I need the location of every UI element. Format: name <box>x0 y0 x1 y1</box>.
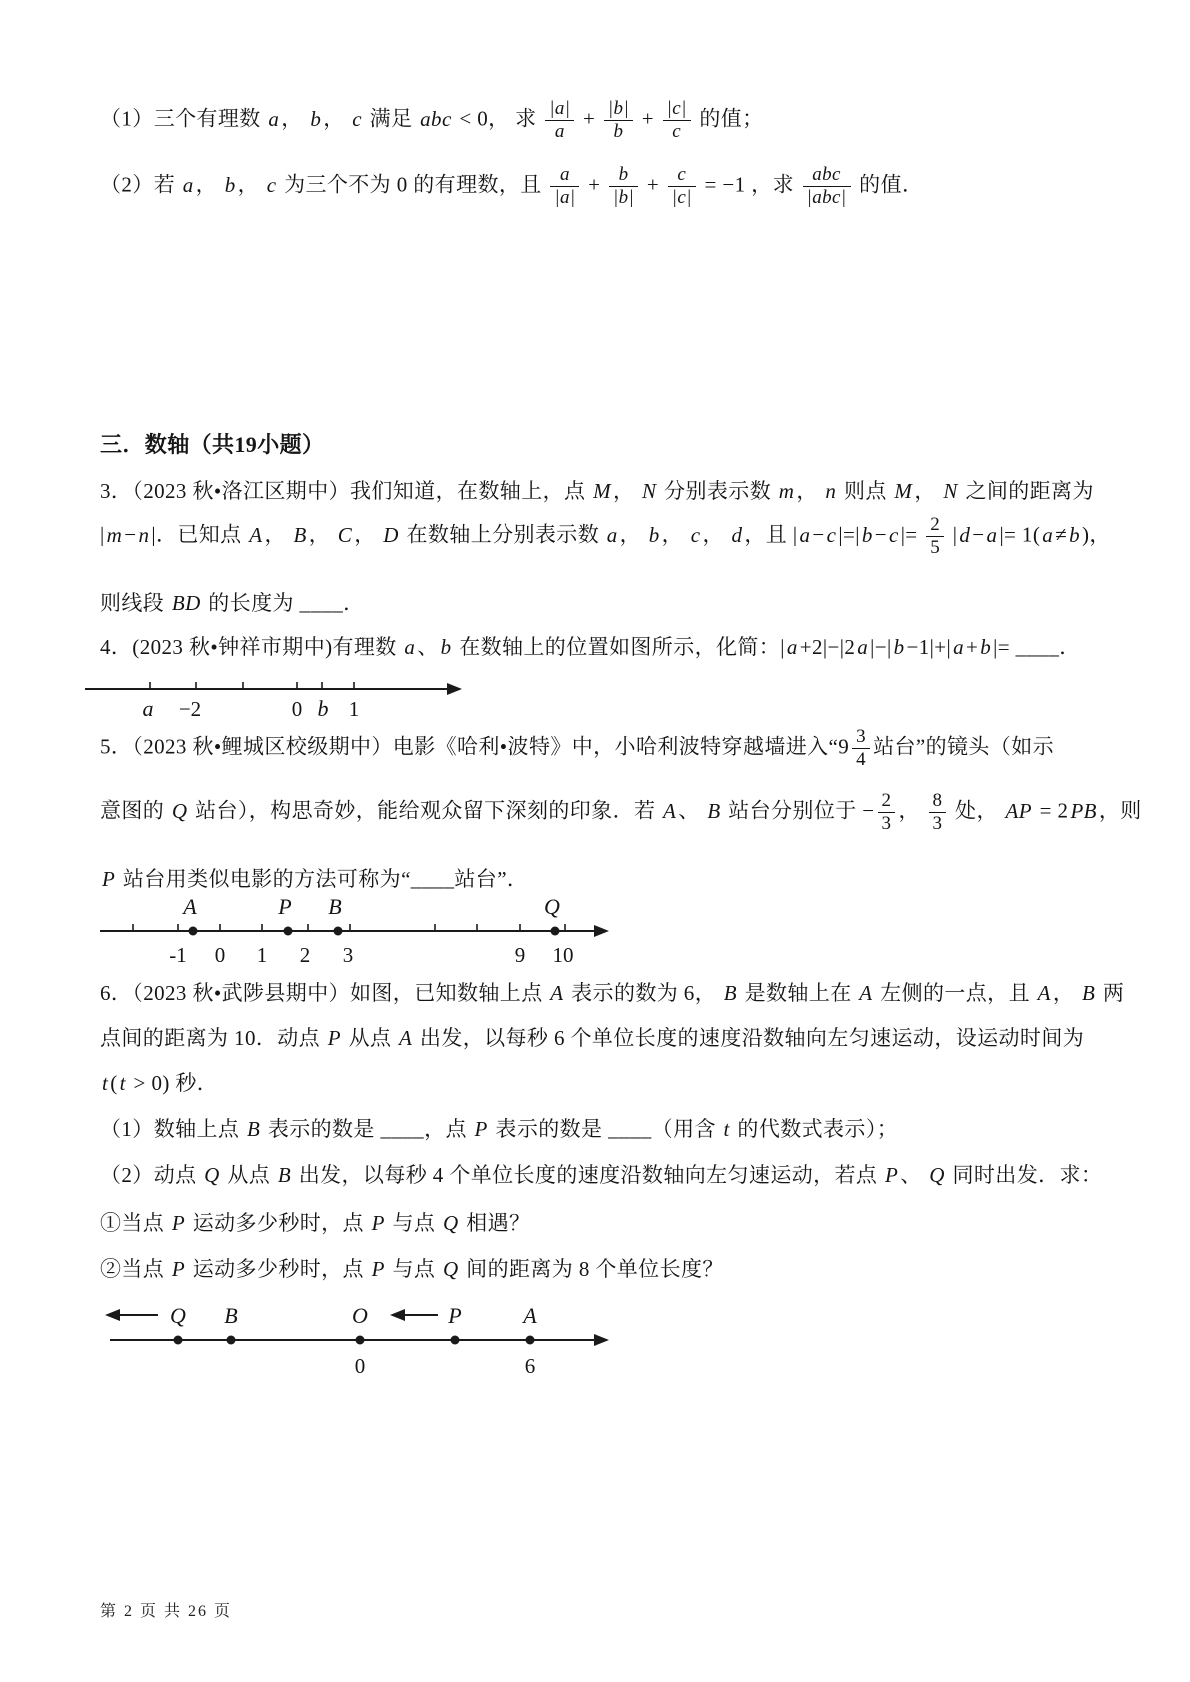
text-run: 同时出发．求： <box>946 1163 1103 1187</box>
math-variable: P <box>102 867 116 891</box>
text-run: + <box>577 106 601 131</box>
text-run: ①当点 <box>100 1211 170 1235</box>
text-run: + <box>582 172 607 197</box>
fraction-denominator: 3 <box>932 813 943 835</box>
text-run: 、 <box>678 798 706 823</box>
text-run: 站台），构思奇妙，能给观众留下深刻的印象．若 <box>189 798 662 823</box>
text-run: 满足 <box>364 106 419 131</box>
point-label: P <box>448 1303 462 1328</box>
math-variable: t <box>119 1071 126 1095</box>
text-run: − <box>874 522 887 547</box>
math-variable: Q <box>442 1257 459 1281</box>
p5-line1 <box>100 726 1054 772</box>
text-run: ， <box>354 522 382 547</box>
tick-label: 0 <box>291 697 303 721</box>
tick-label: 10 <box>552 943 574 967</box>
point-label: Q <box>170 1303 186 1328</box>
text-run: +2|−|2 <box>799 635 856 659</box>
text-run: 的长度为 ____． <box>202 591 365 615</box>
figure-4 <box>80 656 600 728</box>
fraction <box>668 164 696 210</box>
math-variable: D <box>383 522 399 547</box>
math-variable: M <box>894 479 913 503</box>
p6-line3 <box>100 1066 218 1100</box>
math-variable: d <box>959 522 971 547</box>
fraction-numerator: c <box>668 164 696 187</box>
text-run: > 0) 秒． <box>127 1071 219 1095</box>
text-run: ， <box>914 479 942 503</box>
math-variable: Q <box>442 1211 459 1235</box>
math-variable: a <box>953 635 965 659</box>
math-variable: a <box>857 635 869 659</box>
text-run: 两 <box>1097 981 1125 1005</box>
text-run: 在数轴上的位置如图所示，化简：| <box>453 635 785 659</box>
math-variable: B <box>277 1163 292 1187</box>
math-variable: P <box>327 1026 341 1050</box>
text-run: 意图的 <box>100 798 170 823</box>
text-run: ， <box>619 522 647 547</box>
text-run: 与点 <box>386 1257 441 1281</box>
point-dot <box>284 927 293 936</box>
p6-line1 <box>100 976 1124 1010</box>
text-run: 、 <box>900 1163 928 1187</box>
p6-q1 <box>100 1112 898 1146</box>
text-run: （2）若 <box>100 172 181 197</box>
fraction <box>852 726 870 772</box>
text-run: 则线段 <box>100 591 170 615</box>
text-run: 、 <box>417 635 439 659</box>
tick-label: 0 <box>354 1354 366 1378</box>
point-dot <box>356 1336 365 1345</box>
text-run: ， <box>1052 981 1080 1005</box>
fraction-numerator: |b| <box>604 98 633 121</box>
point-dot <box>451 1336 460 1345</box>
text-run: ， <box>612 479 641 503</box>
fraction-denominator: 3 <box>881 813 892 835</box>
math-variable: P <box>171 1257 186 1281</box>
math-variable: B <box>246 1117 261 1141</box>
fraction-denominator: b <box>613 121 624 143</box>
math-variable: a <box>268 106 280 131</box>
point-dot <box>334 927 343 936</box>
text-run: − <box>972 522 985 547</box>
fraction-denominator: 5 <box>930 537 941 559</box>
text-run: 出发，以每秒 6 个单位长度的速度沿数轴向左匀速运动，设运动时间为 <box>414 1026 1085 1050</box>
section-heading <box>100 428 324 462</box>
math-variable: n <box>825 479 837 503</box>
text-run: ， <box>898 798 926 823</box>
math-variable: a <box>404 635 416 659</box>
fraction-denominator: |abc| <box>806 187 847 209</box>
text-run: 表示的数是 ____（用含 <box>489 1117 722 1141</box>
text-run: ≠ <box>1055 522 1068 547</box>
text-run: |=| <box>838 522 860 547</box>
math-variable: A <box>550 981 564 1005</box>
text-run: 从点 <box>221 1163 276 1187</box>
math-variable: b <box>1069 522 1080 547</box>
text-run: 3．（2023 秋•洛江区期中）我们知道，在数轴上，点 <box>100 479 592 503</box>
text-run: 与点 <box>386 1211 441 1235</box>
fraction-denominator: |b| <box>613 187 635 209</box>
math-variable: B <box>1081 981 1096 1005</box>
math-variable: a <box>606 522 618 547</box>
text-run: （1）数轴上点 <box>100 1117 245 1141</box>
text-run: 站台分别位于 − <box>722 798 875 823</box>
fraction-denominator: |c| <box>671 187 692 209</box>
math-variable: C <box>337 522 353 547</box>
text-run: |−| <box>870 635 892 659</box>
text-run: ，则 <box>1098 798 1142 823</box>
math-variable: P <box>474 1117 488 1141</box>
tick-label: −2 <box>178 697 202 721</box>
math-variable: A <box>399 1026 413 1050</box>
math-variable: P <box>884 1163 899 1187</box>
text-run: 相遇？ <box>460 1211 531 1235</box>
math-variable: A <box>249 522 263 547</box>
fraction <box>926 514 944 560</box>
math-variable: B <box>293 522 307 547</box>
motion-arrowhead-icon <box>390 1309 405 1321</box>
text-run: |= <box>900 522 924 547</box>
math-variable: P <box>371 1257 385 1281</box>
point-label: P <box>278 894 292 919</box>
text-run: − <box>812 522 825 547</box>
fraction <box>878 790 896 836</box>
p6-sub2 <box>100 1252 724 1286</box>
math-variable: B <box>707 798 721 823</box>
point-label: O <box>352 1303 368 1328</box>
math-variable: b <box>224 172 236 197</box>
tick-label: 1 <box>348 697 360 721</box>
text-run: | <box>100 522 105 547</box>
p3-line3 <box>100 586 365 620</box>
axis-arrowhead-icon <box>594 925 609 937</box>
fraction <box>663 98 691 144</box>
math-variable: AP <box>1005 798 1032 823</box>
text-run: ， <box>308 522 336 547</box>
text-run: 表示的数是 ____，点 <box>262 1117 473 1141</box>
fraction-numerator: |a| <box>545 98 574 121</box>
tick-label: 3 <box>342 943 354 967</box>
text-run: |．已知点 <box>151 522 248 547</box>
text-run: 的代数式表示）； <box>731 1117 899 1141</box>
text-run: ， <box>195 172 223 197</box>
math-variable: t <box>723 1117 730 1141</box>
fraction-denominator: 4 <box>856 749 867 771</box>
text-run: | <box>947 522 958 547</box>
figure-6 <box>80 1293 625 1388</box>
fraction <box>545 98 574 144</box>
page-footer: 第 2 页 共 26 页 <box>100 1603 233 1620</box>
p6-q2 <box>100 1158 1102 1192</box>
math-variable: c <box>352 106 363 131</box>
point-dot <box>174 1336 183 1345</box>
text-run: + <box>641 172 665 197</box>
tick-label: 0 <box>214 943 226 967</box>
math-variable: m <box>778 479 795 503</box>
text-run: 运动多少秒时，点 <box>187 1257 370 1281</box>
math-variable: a <box>799 522 811 547</box>
point-label: A <box>183 894 197 919</box>
math-variable: c <box>826 522 837 547</box>
math-variable: m <box>106 522 123 547</box>
math-variable: A <box>663 798 677 823</box>
text-run: ( <box>110 1071 118 1095</box>
text-run: 6．（2023 秋•武陟县期中）如图，已知数轴上点 <box>100 981 549 1005</box>
math-variable: b <box>980 635 992 659</box>
point-label: B <box>328 894 342 919</box>
point-dot <box>526 1336 535 1345</box>
tick-label: a <box>142 696 154 721</box>
math-variable: N <box>642 479 657 503</box>
point-dot <box>189 927 198 936</box>
text-run: ， <box>323 106 351 131</box>
fraction <box>803 164 851 210</box>
point-label: A <box>523 1303 537 1328</box>
text-run: < 0， 求 <box>453 106 543 131</box>
math-variable: P <box>371 1211 385 1235</box>
math-variable: b <box>861 522 873 547</box>
math-variable: a <box>786 635 798 659</box>
point-dot <box>227 1336 236 1345</box>
text-run: 从点 <box>342 1026 398 1050</box>
text-run: ， <box>264 522 292 547</box>
text-run: −1|+| <box>906 635 952 659</box>
text-run: 站台”的镜头（如示 <box>873 734 1054 759</box>
text-run: （1）三个有理数 <box>100 106 267 131</box>
fraction-numerator: abc <box>803 164 851 187</box>
fraction-denominator: |a| <box>554 187 576 209</box>
p3-line2 <box>100 514 1111 560</box>
math-variable: a <box>182 172 194 197</box>
text-run: 间的距离为 8 个单位长度？ <box>460 1257 724 1281</box>
text-run: |= ____． <box>993 635 1081 659</box>
text-run: 分别表示数 <box>658 479 777 503</box>
math-variable: N <box>943 479 958 503</box>
math-variable: A <box>1037 981 1051 1005</box>
text-run: 处， <box>949 798 1004 823</box>
math-variable: A <box>859 981 873 1005</box>
fraction-numerator: b <box>609 164 638 187</box>
point-label: Q <box>544 894 560 919</box>
math-variable: Q <box>929 1163 945 1187</box>
math-variable: PB <box>1070 798 1097 823</box>
text-run: − <box>124 522 137 547</box>
text-run: ②当点 <box>100 1257 170 1281</box>
fraction <box>550 164 579 210</box>
text-run: 之间的距离为 <box>959 479 1094 503</box>
math-variable: a <box>1042 522 1054 547</box>
math-variable: B <box>723 981 737 1005</box>
math-variable: d <box>731 522 743 547</box>
point-label: B <box>224 1303 238 1328</box>
math-variable: t <box>102 1071 109 1095</box>
fraction-numerator: 3 <box>852 726 870 749</box>
text-run: 5．（2023 秋•鲤城区校级期中）电影《哈利•波特》中，小哈利波特穿越墙进入“9 <box>100 734 850 759</box>
text-run: 是数轴上在 <box>738 981 858 1005</box>
fraction-numerator: 2 <box>878 790 896 813</box>
math-variable: Q <box>171 798 188 823</box>
text-run: ， <box>237 172 265 197</box>
text-run: 左侧的一点，且 <box>874 981 1036 1005</box>
text-run: 点间的距离为 10．动点 <box>100 1026 326 1050</box>
math-variable: b <box>893 635 905 659</box>
fraction <box>609 164 638 210</box>
text-run: + <box>636 106 660 131</box>
math-variable: a <box>986 522 998 547</box>
fraction-denominator: a <box>554 121 565 143</box>
text-run: 表示的数为 6， <box>565 981 722 1005</box>
math-variable: b <box>310 106 322 131</box>
tick-label: 9 <box>514 943 526 967</box>
math-variable: n <box>138 522 150 547</box>
tick-label: 1 <box>256 943 268 967</box>
p5-line2 <box>100 790 1142 836</box>
motion-arrowhead-icon <box>105 1309 120 1321</box>
tick-label: -1 <box>169 943 187 967</box>
p6-sub1 <box>100 1206 530 1240</box>
fraction-numerator: a <box>550 164 579 187</box>
text-run: )， <box>1081 522 1111 547</box>
axis-arrowhead-icon <box>594 1334 609 1346</box>
text-run: 三．数轴（共19小题） <box>100 432 325 457</box>
math-variable: P <box>171 1211 186 1235</box>
text-run: = −1 ，求 <box>698 172 800 197</box>
text-run: 的值； <box>693 106 764 131</box>
text-run: ， <box>796 479 824 503</box>
math-variable: c <box>690 522 701 547</box>
text-run: 为三个不为 0 的有理数，且 <box>278 172 548 197</box>
text-run: |= 1( <box>999 522 1041 547</box>
math-variable: c <box>266 172 277 197</box>
text-run: 运动多少秒时，点 <box>187 1211 370 1235</box>
p6-line2 <box>100 1021 1084 1055</box>
tick-label: 2 <box>299 943 311 967</box>
text-run: ， <box>702 522 730 547</box>
figure-5 <box>80 886 625 974</box>
point-dot <box>551 927 560 936</box>
text-run: ，且 | <box>744 522 798 547</box>
fraction-numerator: |c| <box>663 98 691 121</box>
math-variable: abc <box>420 106 452 131</box>
text-run: = 2 <box>1033 798 1069 823</box>
fraction <box>929 790 947 836</box>
math-variable: BD <box>171 591 201 615</box>
math-variable: b <box>648 522 660 547</box>
fraction-numerator: 2 <box>926 514 944 537</box>
text-run: 出发，以每秒 4 个单位长度的速度沿数轴向左匀速运动，若点 <box>293 1163 883 1187</box>
item-sub1 <box>100 98 764 144</box>
text-run: 4．(2023 秋•钟祥市期中)有理数 <box>100 635 403 659</box>
math-variable: b <box>440 635 452 659</box>
text-run: 则点 <box>838 479 893 503</box>
fraction <box>604 98 633 144</box>
text-run: + <box>966 635 979 659</box>
item-sub2 <box>100 164 923 210</box>
p3-line1 <box>100 474 1094 508</box>
math-variable: M <box>593 479 611 503</box>
tick-label: 6 <box>524 1354 536 1378</box>
fraction-denominator: c <box>672 121 682 143</box>
text-run: 的值． <box>853 172 924 197</box>
math-variable: Q <box>204 1163 220 1187</box>
fraction-numerator: 8 <box>929 790 947 813</box>
math-variable: c <box>888 522 899 547</box>
tick-label: b <box>317 696 329 721</box>
axis-arrowhead-icon <box>447 683 462 695</box>
text-run: 在数轴上分别表示数 <box>400 522 605 547</box>
text-run: （2）动点 <box>100 1163 203 1187</box>
text-run: ， <box>661 522 689 547</box>
text-run: 站台用类似电影的方法可称为“____站台”． <box>117 867 529 891</box>
text-run: ， <box>281 106 309 131</box>
